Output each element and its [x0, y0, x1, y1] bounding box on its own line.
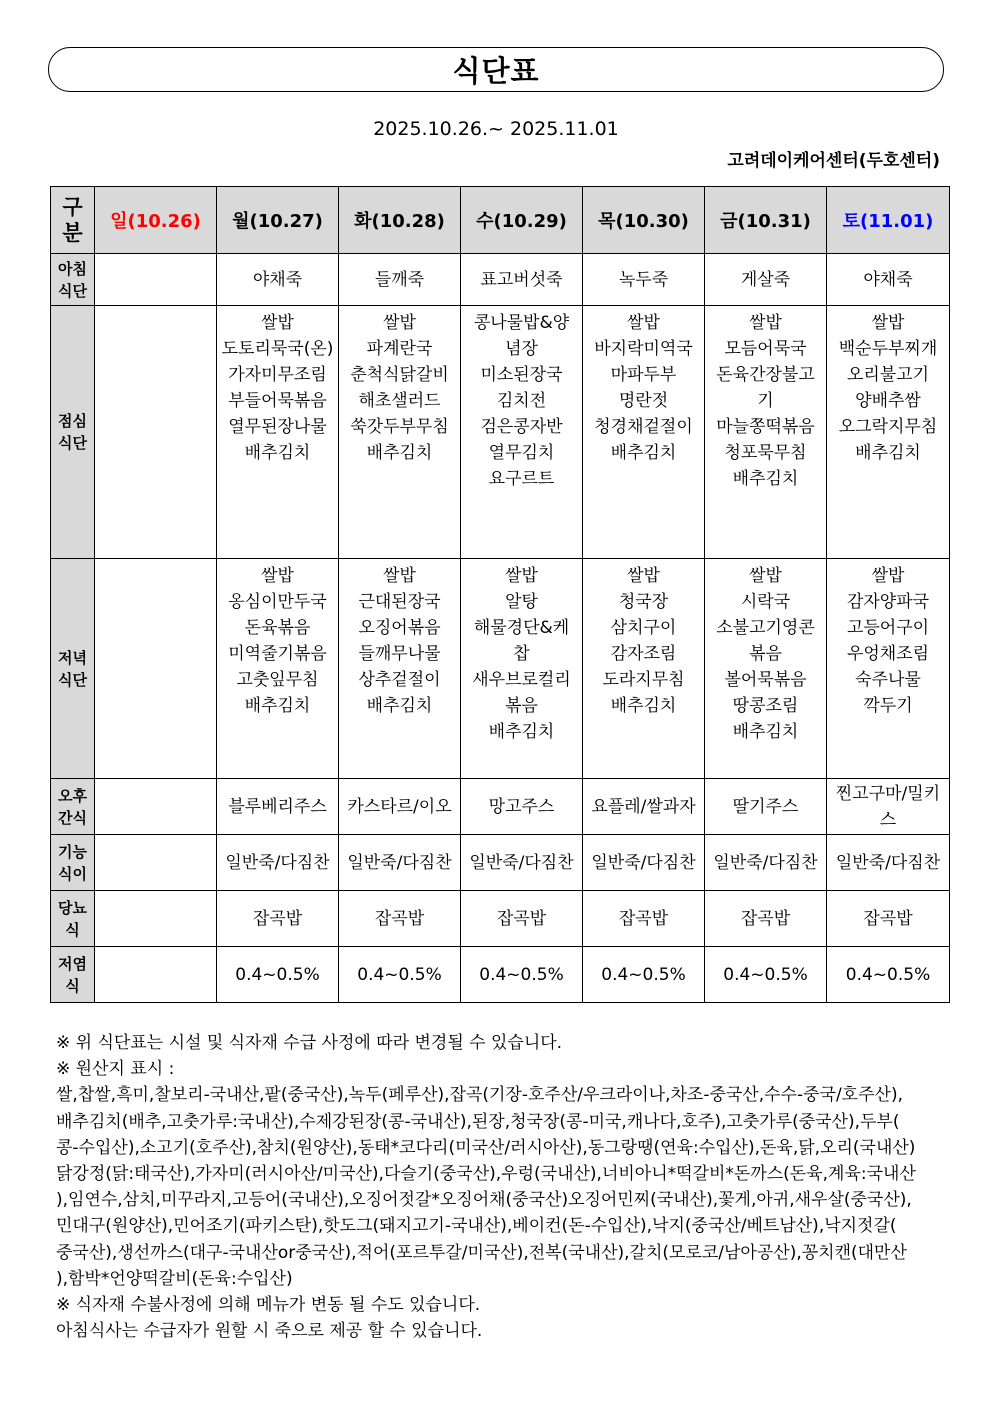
functional-cell: 일반죽/다짐찬 — [339, 835, 461, 891]
menu-item: 열무김치 — [488, 443, 555, 463]
menu-item: 가자미무조림 — [228, 365, 327, 385]
diabetic-cell: 잡곡밥 — [217, 891, 339, 947]
lunch-cell — [461, 306, 583, 559]
menu-item: 스 — [879, 809, 897, 830]
diabetic-cell: 잡곡밥 — [461, 891, 583, 947]
breakfast-cell: 표고버섯죽 — [461, 254, 583, 306]
menu-item: 청경채겉절이 — [594, 417, 693, 437]
menu-item: 고등어구이 — [846, 618, 930, 638]
low-salt-cell: 0.4~0.5% — [827, 947, 950, 1003]
notice-breakfast-porridge: 아침식사는 수급자가 원할 시 죽으로 제공 할 수 있습니다. — [56, 1321, 483, 1342]
diabetic-cell: 잡곡밥 — [705, 891, 827, 947]
menu-item: 배추김치 — [610, 443, 677, 463]
menu-item: 배추김치 — [610, 696, 677, 716]
snack-cell — [461, 779, 583, 835]
dinner-cell — [217, 559, 339, 779]
menu-item: 시락국 — [740, 592, 791, 612]
lunch-cell — [705, 306, 827, 559]
menu-item: 땅콩조림 — [732, 696, 799, 716]
origin-list — [56, 1082, 946, 1292]
menu-item: 배추김치 — [732, 469, 799, 489]
breakfast-cell: 게살죽 — [705, 254, 827, 306]
low-salt-diet-row — [51, 947, 950, 1003]
menu-item: 청포묵무침 — [724, 443, 807, 463]
menu-item: 들깨무나물 — [358, 644, 441, 664]
menu-item: 볶음 — [749, 644, 782, 664]
day-header-sat: 토(11.01) — [827, 187, 950, 254]
menu-item: 쌀밥 — [627, 566, 660, 586]
diabetic-diet-row — [51, 891, 950, 947]
day-header-tue: 화(10.28) — [339, 187, 461, 254]
low-salt-cell: 0.4~0.5% — [705, 947, 827, 1003]
dinner-cell — [583, 559, 705, 779]
menu-item: 민대구(원양산),민어조기(파키스탄),핫도그(돼지고기-국내산),베이컨(돈-수입산),낙지(중국산/베트남산),낙지젓갈( — [56, 1216, 897, 1237]
menu-item: 카스타르/이오 — [347, 796, 452, 817]
dinner-cell — [705, 559, 827, 779]
menu-item: 양배추쌈 — [855, 391, 921, 411]
functional-cell — [95, 835, 217, 891]
lunch-cell — [827, 306, 950, 559]
row-label-breakfast: 아침 식단 — [51, 254, 95, 306]
header-row — [51, 187, 950, 254]
menu-item: 배추김치 — [488, 722, 555, 742]
menu-item: 배추김치 — [366, 696, 433, 716]
day-header-thu: 목(10.30) — [583, 187, 705, 254]
menu-item: 명란젓 — [618, 391, 669, 411]
row-label-functional: 기능 식이 — [51, 835, 95, 891]
origin-heading: ※ 원산지 표시 : — [56, 1059, 175, 1080]
menu-item: 도토리묵국(온) — [221, 339, 334, 359]
lunch-cell — [583, 306, 705, 559]
menu-item: 쌀밥 — [871, 566, 905, 586]
menu-item: 블루베리주스 — [228, 796, 327, 817]
menu-item: 콩나물밥&양 — [473, 313, 570, 333]
low-salt-cell: 0.4~0.5% — [217, 947, 339, 1003]
dinner-cell — [827, 559, 950, 779]
menu-item: 오징어볶음 — [358, 618, 441, 638]
day-header-mon: 월(10.27) — [217, 187, 339, 254]
functional-cell: 일반죽/다짐찬 — [705, 835, 827, 891]
menu-item: 요구르트 — [488, 469, 555, 489]
menu-item: 념장 — [505, 339, 538, 359]
menu-item: 알탕 — [505, 592, 538, 612]
low-salt-cell: 0.4~0.5% — [583, 947, 705, 1003]
menu-item: 삼치구이 — [610, 618, 677, 638]
snack-cell — [339, 779, 461, 835]
menu-item: 쌀밥 — [749, 313, 782, 333]
menu-item: 돈육볶음 — [244, 618, 311, 638]
diabetic-cell: 잡곡밥 — [827, 891, 950, 947]
menu-item: 오그락지무침 — [838, 417, 938, 437]
day-header-sun: 일(10.26) — [95, 187, 217, 254]
dinner-cell — [339, 559, 461, 779]
menu-item: 김치전 — [496, 391, 547, 411]
dinner-row — [51, 559, 950, 779]
menu-item: 쑥갓두부무침 — [350, 417, 449, 437]
menu-item: 찐고구마/밀키 — [835, 783, 941, 804]
functional-cell: 일반죽/다짐찬 — [827, 835, 950, 891]
menu-item: 근대된장국 — [358, 592, 441, 612]
menu-item: 소불고기영콘 — [716, 618, 815, 638]
meal-table — [50, 186, 950, 1003]
menu-item: 백순두부찌개 — [838, 339, 938, 359]
menu-item: 숙주나물 — [855, 670, 921, 690]
snack-cell — [827, 779, 950, 835]
menu-item: 부들어묵볶음 — [228, 391, 327, 411]
menu-item: 청국장 — [618, 592, 669, 612]
diabetic-cell: 잡곡밥 — [583, 891, 705, 947]
dinner-cell — [95, 559, 217, 779]
functional-diet-row — [51, 835, 950, 891]
day-header-fri: 금(10.31) — [705, 187, 827, 254]
functional-cell: 일반죽/다짐찬 — [583, 835, 705, 891]
menu-item: 우엉채조림 — [846, 644, 930, 664]
breakfast-cell: 야채죽 — [827, 254, 950, 306]
row-label-low-salt: 저염 식 — [51, 947, 95, 1003]
title-banner — [48, 47, 944, 92]
breakfast-cell: 들깨죽 — [339, 254, 461, 306]
menu-item: 모듬어묵국 — [724, 339, 807, 359]
row-label-snack: 오후 간식 — [51, 779, 95, 835]
menu-item: 돈육간장불고 — [716, 365, 815, 385]
menu-item: 배추김치(배추,고춧가루:국내산),수제강된장(콩-국내산),된장,청국장(콩-미국,캐나다,호주),고춧가루(중국산),두부( — [56, 1111, 900, 1132]
menu-item: 쌀밥 — [261, 566, 294, 586]
snack-cell — [705, 779, 827, 835]
menu-item: 파계란국 — [366, 339, 433, 359]
category-header: 구 분 — [51, 187, 95, 254]
menu-item: 콩-수입산),소고기(호주산),참치(원양산),동태*코다리(미국산/러시아산),동그랑땡(연육:수입산),돈육,닭,오리(국내산) — [56, 1137, 916, 1158]
date-range: 2025.10.26.~ 2025.11.01 — [373, 118, 619, 140]
menu-item: 새우브로컬리 — [472, 670, 571, 690]
dinner-cell — [461, 559, 583, 779]
notice-supply-change: ※ 식자재 수불사정에 의해 메뉴가 변동 될 수도 있습니다. — [56, 1295, 481, 1316]
page-title: 식단표 — [452, 54, 540, 88]
menu-item: 옹심이만두국 — [228, 592, 327, 612]
breakfast-row — [51, 254, 950, 306]
menu-item: 딸기주스 — [732, 796, 799, 817]
functional-cell: 일반죽/다짐찬 — [461, 835, 583, 891]
menu-item: 고춧잎무침 — [236, 670, 319, 690]
menu-item: 검은콩자반 — [480, 417, 563, 437]
menu-item: 상추겉절이 — [358, 670, 441, 690]
menu-item: 중국산),생선까스(대구-국내산or중국산),적어(포르투갈/미국산),전복(국내산),갈치(모로코/남아공산),꽁치캔(대만산 — [56, 1242, 907, 1263]
menu-item: 쌀밥 — [749, 566, 782, 586]
low-salt-cell — [95, 947, 217, 1003]
diabetic-cell — [95, 891, 217, 947]
menu-item: 도라지무침 — [602, 670, 685, 690]
lunch-cell — [339, 306, 461, 559]
snack-cell — [217, 779, 339, 835]
row-label-dinner: 저녁 식단 — [51, 559, 95, 779]
menu-item: 배추김치 — [855, 443, 921, 463]
menu-item: 해물경단&케 — [473, 618, 570, 638]
menu-item: 배추김치 — [732, 722, 799, 742]
menu-item: 깍두기 — [863, 696, 913, 716]
menu-item: 볶음 — [505, 696, 538, 716]
menu-item: 닭강정(닭:태국산),가자미(러시아산/미국산),다슬기(중국산),우렁(국내산),너비아니*떡갈비*돈까스(돈육,계육:국내산 — [56, 1164, 916, 1185]
row-label-diabetic: 당뇨 식 — [51, 891, 95, 947]
menu-item: 춘척식닭갈비 — [350, 365, 449, 385]
lunch-cell — [95, 306, 217, 559]
menu-item: 감자양파국 — [846, 592, 930, 612]
menu-item: 배추김치 — [244, 696, 311, 716]
day-header-wed: 수(10.29) — [461, 187, 583, 254]
menu-item: 마늘쫑떡볶음 — [716, 417, 815, 437]
menu-item: 열무된장나물 — [228, 417, 327, 437]
snack-row — [51, 779, 950, 835]
snack-cell — [583, 779, 705, 835]
menu-item: 쌀밥 — [505, 566, 538, 586]
diabetic-cell: 잡곡밥 — [339, 891, 461, 947]
menu-item: 오리불고기 — [846, 365, 930, 385]
menu-item: 쌀밥 — [261, 313, 294, 333]
menu-item: 요플레/쌀과자 — [591, 796, 696, 817]
menu-item: ),함박*언양떡갈비(돈육:수입산) — [56, 1268, 293, 1289]
breakfast-cell — [95, 254, 217, 306]
menu-item: 기 — [757, 391, 774, 411]
menu-item: 배추김치 — [244, 443, 311, 463]
menu-item: 배추김치 — [366, 443, 433, 463]
notes-section — [56, 1030, 946, 1344]
notice-menu-change: ※ 위 식단표는 시설 및 식자재 수급 사정에 따라 변경될 수 있습니다. — [56, 1033, 563, 1053]
menu-item: 감자조림 — [610, 644, 677, 664]
breakfast-cell: 야채죽 — [217, 254, 339, 306]
menu-item: 쌀,찹쌀,흑미,찰보리-국내산,팥(중국산),녹두(페루산),잡곡(기장-호주산/우크라이나,차조-중국산,수수-중국/호주산), — [56, 1085, 903, 1106]
breakfast-cell: 녹두죽 — [583, 254, 705, 306]
menu-item: 쌀밥 — [383, 566, 416, 586]
menu-item: 쌀밥 — [627, 313, 660, 333]
low-salt-cell: 0.4~0.5% — [339, 947, 461, 1003]
functional-cell: 일반죽/다짐찬 — [217, 835, 339, 891]
row-label-lunch: 점심 식단 — [51, 306, 95, 559]
menu-item: 미소된장국 — [480, 365, 563, 385]
menu-item: ),임연수,삼치,미꾸라지,고등어(국내산),오징어젓갈*오징어채(중국산)오징어민찌(국내산),꽃게,아귀,새우살(중국산), — [56, 1190, 912, 1211]
menu-item: 마파두부 — [610, 365, 677, 385]
menu-item: 망고주스 — [488, 796, 555, 817]
lunch-cell — [217, 306, 339, 559]
menu-item: 쌀밥 — [871, 313, 905, 333]
low-salt-cell: 0.4~0.5% — [461, 947, 583, 1003]
snack-cell — [95, 779, 217, 835]
menu-item: 바지락미역국 — [594, 339, 693, 359]
menu-item: 미역줄기볶음 — [228, 644, 327, 664]
menu-item: 찹 — [513, 644, 530, 664]
menu-item: 볼어묵볶음 — [724, 670, 807, 690]
menu-item: 해초샐러드 — [358, 391, 441, 411]
center-name: 고려데이케어센터(두호센터) — [727, 151, 940, 171]
lunch-row — [51, 306, 950, 559]
menu-item: 쌀밥 — [383, 313, 416, 333]
